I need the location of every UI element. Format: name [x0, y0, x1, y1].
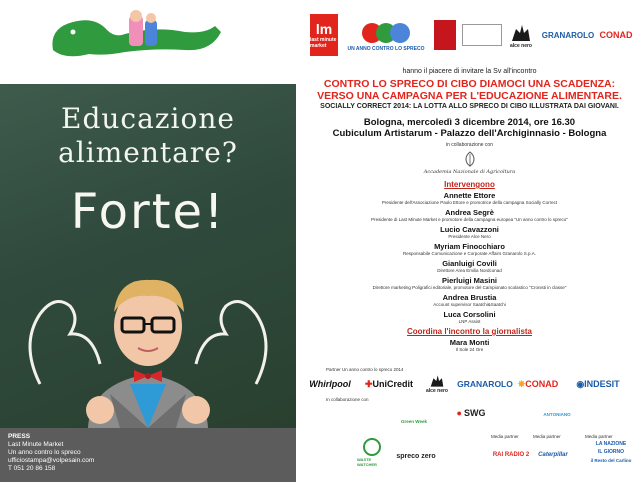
logo-green-week: Green Week: [401, 418, 427, 424]
logo-conad-top: CONAD: [599, 30, 633, 40]
speaker-2: Lucio Cavazzoni Presidente Alce Nero: [440, 225, 499, 239]
logo-indesit: ◉ INDESIT: [576, 378, 620, 389]
logo-institution-1: [434, 20, 456, 50]
event-title-line1: CONTRO LO SPRECO DI CIBO DIAMOCI UNA SCADENZA:: [323, 78, 616, 90]
logo-la-nazione: LA NAZIONE: [595, 441, 627, 447]
academy-logo: [296, 149, 643, 179]
moderator: Mara Monti Il Sole 24 Ore: [449, 338, 490, 352]
boy-illustration: [0, 234, 296, 428]
chalk-forte: Forte!: [70, 184, 226, 240]
left-panel: [0, 0, 296, 482]
logo-spreco-zero: spreco zero: [396, 452, 436, 460]
intervene-header: Intervengono: [444, 180, 495, 189]
logo-unicredit: ✚ UniCredit: [364, 378, 414, 389]
logo-il-giorno: IL GIORNO: [597, 449, 625, 455]
speaker-7: Luca Corsolini LNP Assist: [443, 310, 496, 324]
press-org: Last Minute Market: [8, 441, 64, 448]
logo-last-minute-market: lm last minute market: [310, 14, 338, 56]
right-panel: [296, 0, 643, 482]
press-email[interactable]: ufficiostampa@volpesain.com: [8, 457, 95, 464]
collab2-label: In collaborazione con: [326, 397, 369, 402]
logo-alce-nero: alce nero: [419, 372, 455, 396]
event-venue: Cubiculum Artistarum - Palazzo dell'Archiginnasio - Bologna: [332, 128, 607, 139]
chalkboard: [0, 84, 296, 428]
logo-whirlpool: Whirlpool: [309, 379, 351, 389]
media-partner-label-2: Media partner: [533, 434, 561, 439]
media-partner-label-3: Media partner: [585, 434, 613, 439]
logo-conad: ✸ CONAD: [517, 378, 559, 389]
chalk-heading-line2: alimentare?: [58, 136, 238, 169]
speaker-3: Myriam Finocchiaro Responsabile Comunicazione e Corporate Affairs Granarolo S.p.A.: [403, 242, 536, 256]
logo-waste-watcher: WASTE WATCHER: [357, 432, 387, 472]
speaker-0: Annette Ettore Presidente dell'Associazione Paolo Ettore e promotrice della campagna Socially Correct: [381, 191, 558, 205]
media-partner-label-1: Media partner: [491, 434, 519, 439]
collab-logos: [301, 402, 641, 480]
event-title: [296, 78, 643, 102]
logo-alce-nero-top: alce nero: [506, 16, 536, 56]
speaker-4: Gianluigi Covili Direttore Area Emilia Nordconad: [437, 259, 502, 273]
logo-antoniano: ANTONIANO: [543, 411, 571, 417]
collab-label: in collaborazione con: [446, 142, 493, 148]
logo-granarolo-top: GRANAROLO: [541, 30, 595, 40]
event-title-line2: VERSO UNA CAMPAGNA PER L'EDUCAZIONE ALIMENTARE.: [317, 90, 622, 102]
logo-swg: ● SWG: [456, 408, 486, 418]
event-subtitle: SOCIALLY CORRECT 2014: LA LOTTA ALLO SPRECO DI CIBO ILLUSTRATA DAI GIOVANI.: [320, 103, 619, 110]
logo-granarolo: GRANAROLO: [457, 379, 513, 389]
partner-logos: [301, 372, 641, 396]
event-when-where: [296, 117, 643, 139]
invite-line: hanno il piacere di invitare la Sv all'incontro: [402, 68, 537, 75]
event-date: Bologna, mercoledì 3 dicembre 2014, ore 16.30: [363, 117, 576, 128]
top-logos: [306, 10, 636, 65]
press-phone: T 051 20 86 158: [8, 465, 56, 472]
press-title: PRESS: [8, 433, 31, 440]
press-contact: [0, 428, 296, 482]
press-campaign: Un anno contro lo spreco: [8, 449, 81, 456]
partners-label: Partner Un anno contro lo spreco 2014: [326, 367, 404, 372]
speaker-6: Andrea Brustia Account supervisor Saatchi&Saatchi: [433, 293, 506, 307]
logo-caterpillar: Caterpillar: [538, 452, 568, 458]
logo-rai-radio2: RAI RADIO 2: [492, 452, 530, 458]
campaign-logo: [45, 8, 225, 68]
speaker-5: Pierluigi Masini Direttore marketing Poligrafici editoriale, promotore del Campionato scolastico "Cronisti in classe": [372, 276, 567, 290]
logo-institution-2: [462, 24, 502, 46]
speaker-1: Andrea Segrè Presidente di Last Minute Market e promotore della campagna europea "Un anno contro lo spreco": [371, 208, 568, 222]
moderator-header: Coordina l'incontro la giornalista: [406, 327, 533, 336]
logo-un-anno-contro-lo-spreco: UN ANNO CONTRO LO SPRECO: [346, 12, 426, 60]
logo-resto-del-carlino: il Resto del Carlino: [590, 457, 632, 463]
chalk-heading-line1: Educazione: [61, 102, 235, 135]
academy-name: Accademia Nazionale di Agricoltura: [423, 169, 516, 175]
speakers-list: [296, 180, 643, 353]
